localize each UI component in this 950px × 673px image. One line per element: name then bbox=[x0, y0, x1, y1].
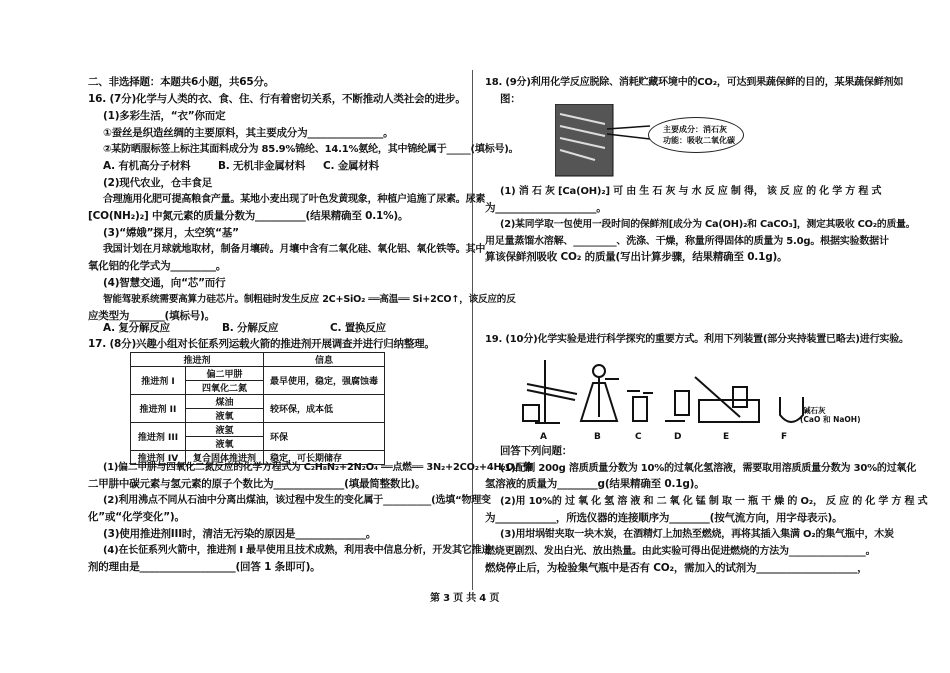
q19-intro: 回答下列问题： bbox=[500, 445, 573, 457]
cloud-line: 功能：吸收二氧化碳 bbox=[663, 136, 735, 145]
q18-stem: 18. (9分)利用化学反应脱除、消耗贮藏环境中的CO₂，可达到果蔬保鲜的目的，某果蔬保鲜剂如 bbox=[485, 77, 904, 88]
table-cell: 稳定，可长期储存 bbox=[264, 451, 385, 465]
q19-part1a: (1)配制 200g 溶质质量分数为 10%的过氧化氢溶液，需要取用溶质质量分数为 30%的过氧化 bbox=[500, 463, 917, 474]
q16-part4a: 智能驾驶系统需要高算力硅芯片。制粗硅时发生反应 2C+SiO₂ ══高温══ Si+2CO↑，该反应的反 bbox=[103, 294, 516, 305]
table-cell: 偏二甲肼 bbox=[185, 367, 263, 381]
apparatus-label: E bbox=[723, 432, 730, 442]
q19-part3b: 燃烧更剧烈、发出白光、放出热量。由此实验可得出促进燃烧的方法为________________。 bbox=[485, 546, 876, 557]
f-note: (CaO 和 NaOH) bbox=[800, 415, 861, 424]
q16-part1a: ①蚕丝是织造丝绸的主要原料，其主要成分为_______________。 bbox=[103, 127, 394, 139]
table-cell: 液氢 bbox=[185, 423, 263, 437]
q18-part2b: 用足量蒸馏水溶解、_________、洗涤、干燥，称量所得固体的质量为 5.0g。根据实验数据计 bbox=[485, 236, 889, 247]
q16-part1b: ②某防晒服标签上标注其面料成分为 85.9%锦纶、14.1%氨纶，其中锦纶属于_____(填标号)。 bbox=[103, 144, 519, 155]
q19-part1b: 氢溶液的质量为________g(结果精确至 0.1g)。 bbox=[485, 478, 705, 490]
apparatus-d bbox=[665, 391, 689, 421]
table-cell: 推进剂 I bbox=[131, 367, 186, 395]
q16-option4-a: A. 复分解反应 bbox=[103, 322, 170, 334]
table-cell: 复合固体推进剂 bbox=[185, 451, 263, 465]
q18-stem-b: 图： bbox=[500, 93, 521, 105]
cloud-line: 主要成分：消石灰 bbox=[663, 125, 727, 134]
q17-part1a: (1)偏二甲肼与四氧化二氮反应的化学方程式为 C₂H₈N₂+2N₂O₄ ══点燃══ 3N₂+2CO₂+4H₂O。偏 bbox=[103, 462, 533, 473]
q16-option-a: A. 有机高分子材料 bbox=[103, 160, 191, 172]
preservative-package-image bbox=[555, 104, 655, 179]
q17-part2b: 化”或“化学变化”)。 bbox=[88, 511, 185, 523]
q17-part2a: (2)利用沸点不同从石油中分离出煤油，该过程中发生的变化属于__________(选填“物理变 bbox=[103, 495, 491, 506]
q17-stem: 17. (8分)兴趣小组对长征系列运载火箭的推进剂开展调查并进行归纳整理。 bbox=[88, 338, 435, 350]
apparatus-label: F bbox=[781, 432, 788, 442]
table-row bbox=[131, 367, 385, 381]
q16-part4b: 应类型为_______(填标号)。 bbox=[88, 310, 215, 322]
q16-part2a: 合理施用化肥可提高粮食产量。某地小麦出现了叶色发黄现象，种植户追施了尿素。尿素 bbox=[103, 194, 486, 205]
q16-part2b: [CO(NH₂)₂] 中氮元素的质量分数为__________(结果精确至 0.1%)。 bbox=[88, 210, 409, 222]
q16-stem: 16. (7分)化学与人类的衣、食、住、行有着密切关系，不断推动人类社会的进步。 bbox=[88, 93, 466, 105]
table-row bbox=[131, 423, 385, 437]
f-note: 碱石灰 bbox=[803, 406, 826, 415]
q18-part1a: (1) 消 石 灰 [Ca(OH)₂] 可 由 生 石 灰 与 水 反 应 制 得， 该 反 应 的 化 学 方 程 式 bbox=[500, 186, 882, 197]
q16-part2: (2)现代农业，仓丰食足 bbox=[103, 177, 213, 189]
table-cell: 推进剂 IV bbox=[131, 451, 186, 465]
table-cell: 环保 bbox=[264, 423, 385, 451]
q16-part4: (4)智慧交通，向“芯”而行 bbox=[103, 277, 226, 289]
table-cell: 推进剂 III bbox=[131, 423, 186, 451]
q19-part2a: (2)用 10%的 过 氧 化 氢 溶 液 和 二 氧 化 锰 制 取 一 瓶 干 燥 的 O₂， 反 应 的 化 学 方 程 式 bbox=[500, 496, 928, 507]
q17-part3: (3)使用推进剂III时，清洁无污染的原因是______________。 bbox=[103, 528, 377, 540]
table-cell: 煤油 bbox=[185, 395, 263, 409]
table-cell: 最早使用，稳定，强腐蚀毒 bbox=[264, 367, 385, 395]
table-header-row bbox=[131, 353, 385, 367]
q18-part2a: (2)某同学取一包使用一段时间的保鲜剂[成分为 Ca(OH)₂和 CaCO₃]，测定其吸收 CO₂的质量。 bbox=[500, 219, 916, 230]
q16-part3b: 氧化铝的化学式为_________。 bbox=[88, 260, 227, 272]
info-cloud bbox=[648, 117, 744, 153]
q19-part3a: (3)用坩埚钳夹取一块木炭，在酒精灯上加热至燃烧，再将其插入集满 O₂的集气瓶中，木炭 bbox=[500, 529, 894, 540]
table-cell: 四氧化二氮 bbox=[185, 381, 263, 395]
propellant-table bbox=[130, 352, 385, 465]
q16-part3a: 我国计划在月球就地取材，制备月壤砖。月壤中含有二氧化硅、氧化铝、氧化铁等。其中 bbox=[103, 244, 486, 255]
table-header: 信息 bbox=[264, 353, 385, 367]
q17-part4b: 剂的理由是___________________(回答 1 条即可)。 bbox=[88, 561, 321, 573]
q16-option4-c: C. 置换反应 bbox=[330, 322, 386, 334]
table-row bbox=[131, 395, 385, 409]
q16-option-b: B. 无机非金属材料 bbox=[218, 160, 306, 172]
table-cell: 较环保，成本低 bbox=[264, 395, 385, 423]
q18-part2c: 算该保鲜剂吸收 CO₂ 的质量(写出计算步骤，结果精确至 0.1g)。 bbox=[485, 251, 788, 263]
q16-part1: (1)多彩生活，“衣”你而定 bbox=[103, 110, 226, 122]
table-cell: 推进剂 II bbox=[131, 395, 186, 423]
apparatus-e bbox=[695, 377, 759, 422]
apparatus-c bbox=[627, 391, 653, 421]
q18-part1b: 为____________________。 bbox=[485, 202, 607, 214]
q17-part1b: 二甲肼中碳元素与氢元素的原子个数比为______________(填最简整数比)。 bbox=[88, 478, 426, 490]
q19-stem: 19. (10分)化学实验是进行科学探究的重要方式。利用下列装置(部分夹持装置已略去)进行实验。 bbox=[485, 334, 909, 345]
table-cell: 液氧 bbox=[185, 437, 263, 451]
apparatus-a bbox=[523, 360, 577, 423]
q16-part3: (3)“嫦娥”探月，太空筑“基” bbox=[103, 227, 239, 239]
apparatus-label: B bbox=[594, 432, 601, 442]
q16-option-c: C. 金属材料 bbox=[323, 160, 379, 172]
page-footer: 第 3 页 共 4 页 bbox=[430, 593, 500, 604]
apparatus-b bbox=[581, 365, 619, 421]
table-cell: 液氧 bbox=[185, 409, 263, 423]
q16-option4-b: B. 分解反应 bbox=[222, 322, 279, 334]
q19-part2b: 为____________，所选仪器的连接顺序为________(按气流方向，用字母表示)。 bbox=[485, 512, 843, 524]
table-header: 推进剂 bbox=[131, 353, 264, 367]
apparatus-label: D bbox=[674, 432, 682, 442]
apparatus-label: C bbox=[635, 432, 642, 442]
section-title: 二、非选择题：本题共6小题，共65分。 bbox=[88, 76, 275, 88]
q17-part4a: (4)在长征系列火箭中，推进剂 I 最早使用且技术成熟，利用表中信息分析，开发其它推进 bbox=[103, 545, 492, 556]
q19-part3c: 燃烧停止后，为检验集气瓶中是否有 CO₂，需加入的试剂为____________________， bbox=[485, 562, 868, 574]
apparatus-label: A bbox=[540, 432, 547, 442]
